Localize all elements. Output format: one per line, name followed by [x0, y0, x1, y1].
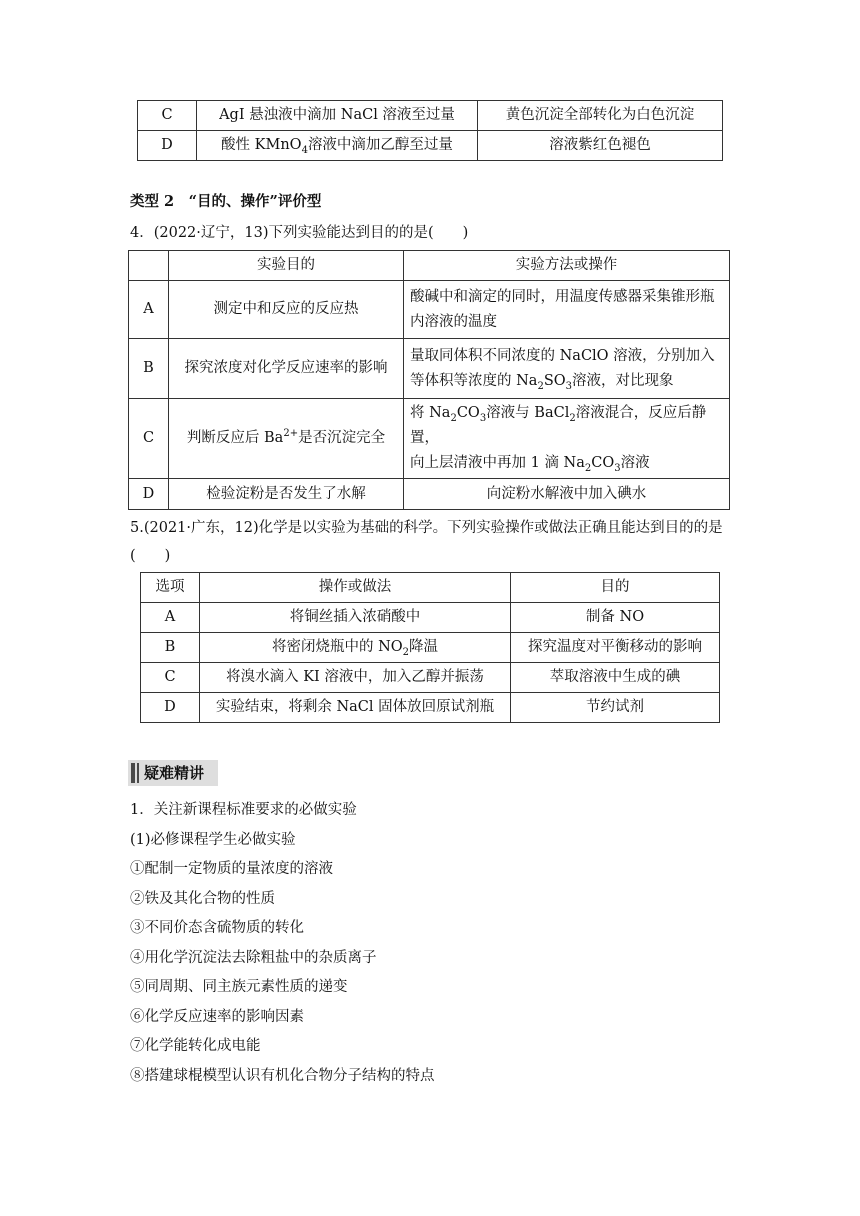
q5-stem-line2: ( ): [130, 548, 171, 564]
list-item: (1)必修课程学生必做实验: [130, 832, 296, 848]
list-item: 1．关注新课程标准要求的必做实验: [130, 802, 357, 818]
banner-bar-icon: [137, 763, 139, 783]
option-cell: B: [129, 339, 169, 399]
table-continuation: [137, 100, 723, 161]
purpose-cell: 检验淀粉是否发生了水解: [169, 479, 404, 510]
option-cell: C: [141, 663, 200, 693]
list-item: ⑧搭建球棍模型认识有机化合物分子结构的特点: [130, 1068, 435, 1084]
option-header-cell: [129, 251, 169, 281]
q4-table: [128, 250, 730, 510]
list-item: ⑦化学能转化成电能: [130, 1038, 261, 1054]
method-header: 实验方法或操作: [404, 251, 730, 281]
option-header: 选项: [141, 573, 200, 603]
purpose-cell: 测定中和反应的反应热: [169, 281, 404, 339]
list-item: ④用化学沉淀法去除粗盐中的杂质离子: [130, 950, 377, 966]
list-item: ⑥化学反应速率的影响因素: [130, 1009, 304, 1025]
list-item: ①配制一定物质的量浓度的溶液: [130, 861, 333, 877]
list-item: ⑤同周期、同主族元素性质的递变: [130, 979, 348, 995]
table-row: [129, 399, 730, 479]
table-row: [141, 693, 720, 723]
result-cell: 溶液紫红色褪色: [478, 131, 723, 161]
type2-heading: 类型 2 “目的、操作”评价型: [130, 193, 322, 210]
method-cell: 酸碱中和滴定的同时，用温度传感器采集锥形瓶 内溶液的温度: [404, 281, 730, 339]
list-item: ③不同价态含硫物质的转化: [130, 920, 304, 936]
purpose-cell: 探究浓度对化学反应速率的影响: [169, 339, 404, 399]
table-row: [138, 131, 723, 161]
option-cell: C: [138, 101, 197, 131]
table-header-row: [141, 573, 720, 603]
result-cell: 黄色沉淀全部转化为白色沉淀: [478, 101, 723, 131]
q4-stem: 4．(2022·辽宁，13)下列实验能达到目的的是( ): [130, 225, 469, 241]
purpose-cell: 探究温度对平衡移动的影响: [511, 633, 720, 663]
method-cell: 向淀粉水解液中加入碘水: [404, 479, 730, 510]
operation-cell: 将铜丝插入浓硝酸中: [200, 603, 511, 633]
table-row: [138, 101, 723, 131]
operation-cell: 酸性 KMnO$_4$溶液中滴加乙醇至过量: [197, 131, 478, 161]
operation-cell: AgI 悬浊液中滴加 NaCl 溶液至过量: [197, 101, 478, 131]
purpose-header: 目的: [511, 573, 720, 603]
option-cell: C: [129, 399, 169, 479]
operation-cell: 实验结束，将剩余 NaCl 固体放回原试剂瓶: [200, 693, 511, 723]
section-title: 疑难精讲: [144, 764, 205, 782]
operation-cell: 将溴水滴入 KI 溶液中，加入乙醇并振荡: [200, 663, 511, 693]
table-row: [129, 339, 730, 399]
table-row: [141, 603, 720, 633]
purpose-header: 实验目的: [169, 251, 404, 281]
section-banner: [128, 760, 218, 786]
method-cell: 量取同体积不同浓度的 NaClO 溶液，分别加入 等体积等浓度的 $Na_2SO_3$溶液，对比现象: [404, 339, 730, 399]
list-item: ②铁及其化合物的性质: [130, 891, 275, 907]
method-cell: 将 $Na_2CO_3$溶液与 BaCl$_2$溶液混合，反应后静置， 向上层清液中再加 1 滴 $Na_2CO_3$溶液: [404, 399, 730, 479]
option-cell: B: [141, 633, 200, 663]
purpose-cell: 判断反应后 $Ba^{2+}$是否沉淀完全: [169, 399, 404, 479]
table-row: [141, 663, 720, 693]
table-row: [141, 633, 720, 663]
q5-stem-line1: 5.(2021·广东，12)化学是以实验为基础的科学。下列实验操作或做法正确且能达到目的的是: [130, 520, 723, 536]
q5-table: [140, 572, 720, 723]
purpose-cell: 萃取溶液中生成的碘: [511, 663, 720, 693]
operation-header: 操作或做法: [200, 573, 511, 603]
option-cell: D: [129, 479, 169, 510]
table-row: [129, 281, 730, 339]
option-cell: A: [141, 603, 200, 633]
purpose-cell: 制备 NO: [511, 603, 720, 633]
table-row: [129, 479, 730, 510]
option-cell: D: [141, 693, 200, 723]
purpose-cell: 节约试剂: [511, 693, 720, 723]
option-cell: A: [129, 281, 169, 339]
operation-cell: 将密闭烧瓶中的 $NO_2$降温: [200, 633, 511, 663]
table-header-row: [129, 251, 730, 281]
option-cell: D: [138, 131, 197, 161]
banner-bar-icon: [131, 763, 135, 783]
